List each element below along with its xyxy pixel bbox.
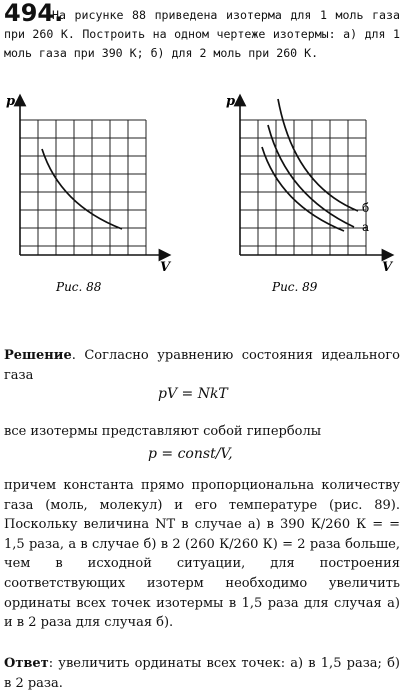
- curve-label-b: б: [362, 201, 370, 215]
- problem-text: На рисунке 88 приведена изотерма для 1 моль газа при 260 К. Построить на одном чертеже изотермы: а) для 1 моль газа при 390 К; б) для 2 моль при 260 К.: [4, 8, 400, 60]
- solution-intro-text: . Согласно уравнению состояния идеального газа: [4, 348, 400, 383]
- problem-number: 494.: [4, 0, 64, 27]
- x-axis-label-89: V: [382, 260, 393, 275]
- curve-label-a: а: [362, 220, 370, 234]
- grid-88: [20, 120, 146, 255]
- x-axis-label-88: V: [160, 260, 171, 275]
- isotherm-curve-original: [262, 147, 344, 231]
- y-axis-label-88: p: [6, 94, 16, 109]
- answer-text: : увеличить ординаты всех точек: а) в 1,5 раза; б) в 2 раза.: [4, 656, 400, 691]
- y-axis-label-89: p: [226, 94, 236, 109]
- figure-89-caption: Рис. 89: [272, 280, 318, 294]
- equation-hyperbola: p = const/V,: [148, 446, 233, 462]
- figure-88-isotherm: [0, 85, 200, 300]
- figure-89-isotherms: [210, 85, 404, 300]
- answer: [4, 654, 400, 693]
- solution-heading: Решение: [4, 348, 72, 363]
- solution-line2: все изотермы представляют собой гиперболы: [4, 424, 322, 439]
- solution-intro: [4, 346, 400, 385]
- grid-89: [240, 120, 366, 255]
- answer-heading: Ответ: [4, 656, 49, 671]
- solution-body: причем константа прямо пропорциональна количеству газа (моль, молекул) и его температуре (рис. 89). Поскольку величина NT в случае а) в 390 К/260 К = = 1,5 раза, а в случае б) в 2 (260 К/260 К) = 2 раза больше, чем в исходной ситуации, для построения соответствующих изотерм необходимо увеличить ординаты всех точек изотермы в 1,5 раза для случая а) и в 2 раза для случая б).: [4, 478, 400, 631]
- equation-state: pV = NkT: [158, 386, 228, 402]
- figure-88-caption: Рис. 88: [56, 280, 102, 294]
